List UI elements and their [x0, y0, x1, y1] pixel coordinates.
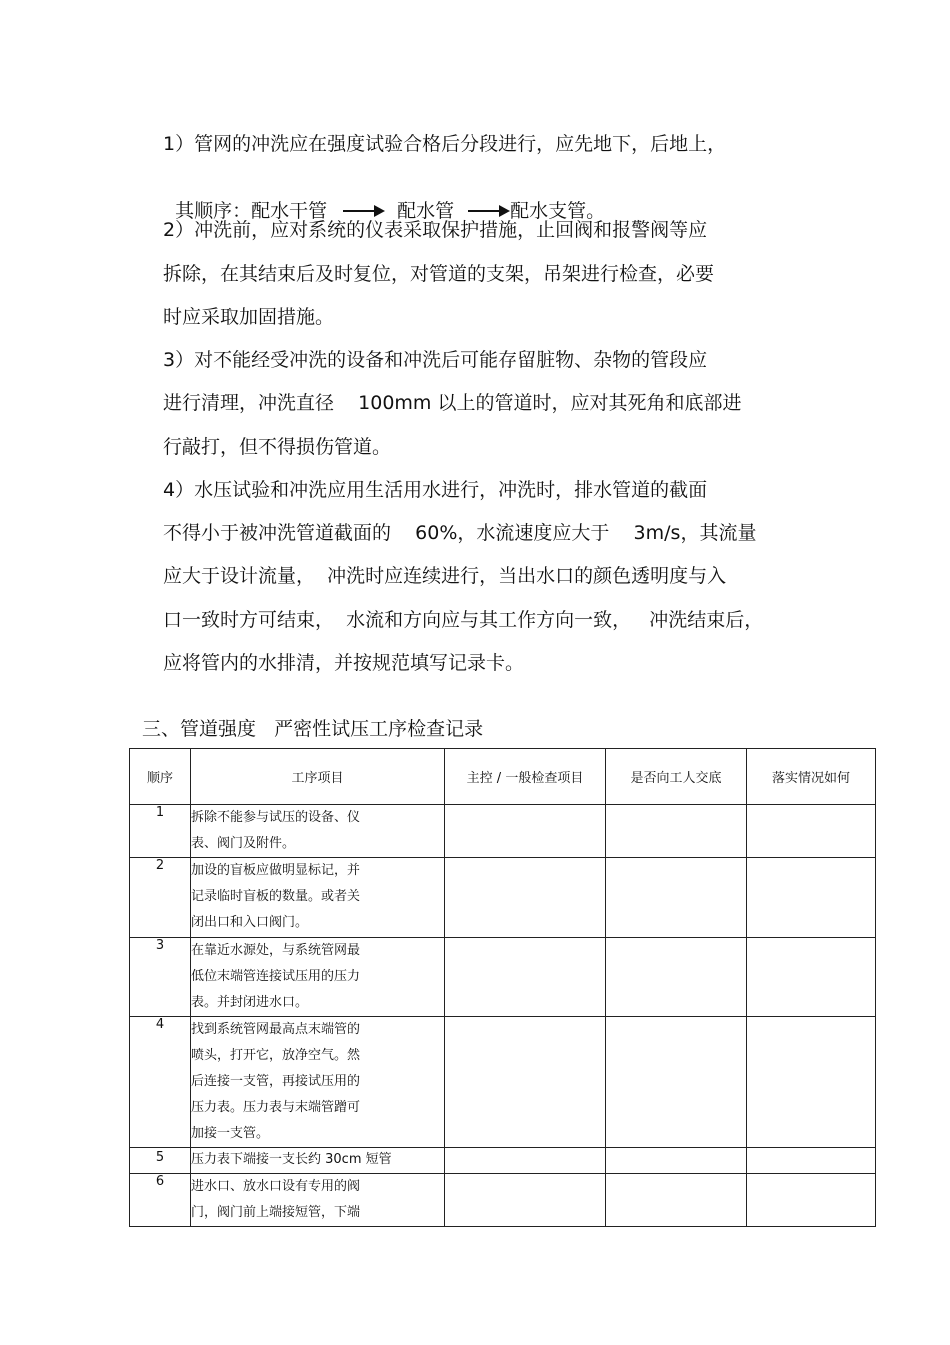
check-item-cell [445, 858, 606, 938]
header-sequence: 顺序 [130, 749, 191, 805]
implementation-cell [747, 858, 876, 938]
row-number: 6 [130, 1174, 191, 1227]
sequence-start: 其顺序：配水干管 [175, 200, 328, 222]
paragraph-2-line-2: 拆除，在其结束后及时复位，对管道的支架，吊架进行检查，必要 [163, 263, 715, 285]
paragraph-3-line-1: 3）对不能经受冲洗的设备和冲洗后可能存留脏物、杂物的管段应 [163, 349, 708, 371]
header-process-item: 工序项目 [191, 749, 445, 805]
check-item-cell [445, 1017, 606, 1148]
table-row [130, 938, 876, 1017]
implementation-cell [747, 1017, 876, 1148]
row-number: 1 [130, 805, 191, 858]
check-item-cell [445, 1174, 606, 1227]
paragraph-1-line-2 [163, 175, 605, 223]
row-number: 2 [130, 858, 191, 938]
implementation-cell [747, 1148, 876, 1174]
paragraph-4-line-5: 应将管内的水排清，并按规范填写记录卡。 [163, 652, 525, 674]
row-number: 5 [130, 1148, 191, 1174]
paragraph-4-line-4: 口一致时方可结束， 水流和方向应与其工作方向一致， 冲洗结束后， [163, 609, 764, 631]
row-number: 4 [130, 1017, 191, 1148]
briefed-cell [606, 1148, 747, 1174]
check-item-cell [445, 1148, 606, 1174]
table-row [130, 858, 876, 938]
paragraph-3-line-2: 进行清理，冲洗直径 100mm 以上的管道时，应对其死角和底部进 [163, 392, 742, 414]
table-row [130, 1174, 876, 1227]
header-briefed: 是否向工人交底 [606, 749, 747, 805]
paragraph-2-line-3: 时应采取加固措施。 [163, 306, 335, 328]
briefed-cell [606, 858, 747, 938]
implementation-cell [747, 805, 876, 858]
section-title: 三、管道强度 严密性试压工序检查记录 [142, 718, 484, 740]
process-item: 进水口、放水口设有专用的阀 门，阀门前上端接短管，下端 [191, 1174, 445, 1227]
briefed-cell [606, 1017, 747, 1148]
process-item: 找到系统管网最高点末端管的 喷头，打开它，放净空气。然 后连接一支管，再接试压用的 压力表。压力表与末端管蹭可 加接一支管。 [191, 1017, 445, 1148]
table-row [130, 805, 876, 858]
implementation-cell [747, 1174, 876, 1227]
process-item: 拆除不能参与试压的设备、仪 表、阀门及附件。 [191, 805, 445, 858]
sequence-end: 配水支管。 [510, 200, 606, 222]
briefed-cell [606, 938, 747, 1017]
table-row [130, 1148, 876, 1174]
paragraph-4-line-2: 不得小于被冲洗管道截面的 60%，水流速度应大于 3m/s，其流量 [163, 522, 757, 544]
row-number: 3 [130, 938, 191, 1017]
process-item: 加设的盲板应做明显标记，并 记录临时盲板的数量。或者关 闭出口和入口阀门。 [191, 858, 445, 938]
paragraph-1-line-1: 1）管网的冲洗应在强度试验合格后分段进行，应先地下，后地上， [163, 133, 727, 155]
inspection-record-table [129, 748, 876, 1227]
briefed-cell [606, 805, 747, 858]
header-check-item: 主控 / 一般检查项目 [445, 749, 606, 805]
paragraph-3-line-3: 行敲打，但不得损伤管道。 [163, 436, 392, 458]
paragraph-4-line-1: 4）水压试验和冲洗应用生活用水进行，冲洗时，排水管道的截面 [163, 479, 708, 501]
table-header-row [130, 749, 876, 805]
check-item-cell [445, 938, 606, 1017]
header-implementation: 落实情况如何 [747, 749, 876, 805]
table-row [130, 1017, 876, 1148]
sequence-middle: 配水管 [397, 200, 455, 222]
implementation-cell [747, 938, 876, 1017]
briefed-cell [606, 1174, 747, 1227]
process-item: 压力表下端接一支长约 30cm 短管 [191, 1148, 445, 1174]
check-item-cell [445, 805, 606, 858]
process-item: 在靠近水源处，与系统管网最 低位末端管连接试压用的压力 表。并封闭进水口。 [191, 938, 445, 1017]
paragraph-2-line-1: 2）冲洗前，应对系统的仪表采取保护措施，止回阀和报警阀等应 [163, 219, 708, 241]
paragraph-4-line-3: 应大于设计流量， 冲洗时应连续进行，当出水口的颜色透明度与入 [163, 565, 727, 587]
